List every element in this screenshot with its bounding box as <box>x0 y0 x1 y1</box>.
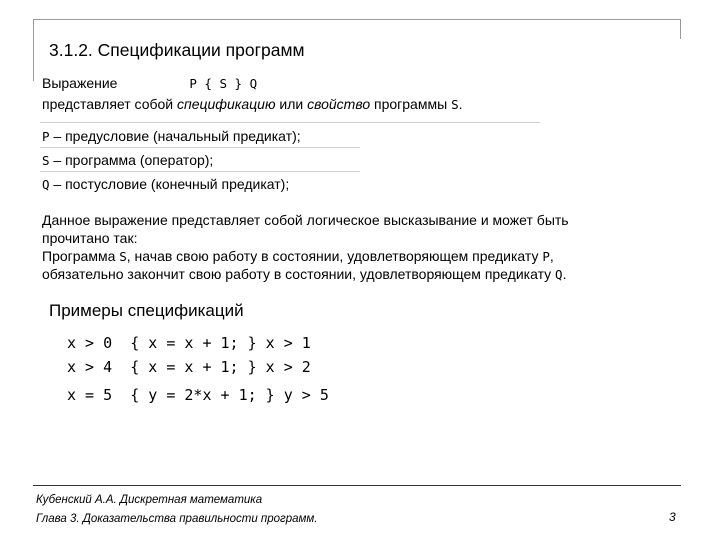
explanation-symbol-s: S <box>119 249 127 264</box>
slide-title: 3.1.2. Спецификации программ <box>49 40 305 60</box>
frame-right-border <box>680 19 681 39</box>
def-text: – постусловие (конечный предикат); <box>49 176 290 192</box>
def-symbol: Q <box>42 177 50 192</box>
explanation-line-1: Данное выражение представляет собой логическое высказывание и может быть <box>42 212 569 228</box>
intro-spec-term: спецификацию <box>177 96 276 112</box>
def-text: – программа (оператор); <box>49 152 214 168</box>
intro-text-e: программы <box>370 96 452 112</box>
explanation-line-3 <box>42 247 554 266</box>
intro-text-end: . <box>458 96 463 112</box>
divider <box>40 147 360 148</box>
intro-symbol-s: S <box>451 97 459 112</box>
frame-top-border <box>33 19 681 20</box>
footer-author: Кубенский А.А. Дискретная математика <box>36 494 263 506</box>
explanation-text: Программа <box>42 248 120 264</box>
intro-formula: P { S } Q <box>189 76 258 91</box>
divider <box>40 122 540 123</box>
explanation-text: , начав свою работу в состоянии, удовлетворяющем предикату <box>126 248 543 264</box>
explanation-line-4 <box>42 265 566 284</box>
intro-text-a: представляет собой <box>42 96 178 112</box>
footer-chapter: Глава 3. Доказательства правильности программ. <box>36 513 318 525</box>
explanation-symbol-q: Q <box>555 267 563 282</box>
example-line: x > 0 { x = x + 1; } x > 1 <box>67 334 311 352</box>
intro-line-1 <box>42 74 257 93</box>
frame-left-border <box>33 19 34 81</box>
explanation-text: . <box>562 266 567 282</box>
def-symbol: P <box>42 129 50 144</box>
intro-text-c: или <box>275 96 308 112</box>
examples-title: Примеры спецификаций <box>49 301 244 320</box>
divider <box>40 171 360 172</box>
explanation-text: обязательно закончит свою работу в состоянии, удовлетворяющем предикату <box>42 266 556 282</box>
page-number: 3 <box>669 510 676 524</box>
explanation-text: , <box>549 248 554 264</box>
example-line: x = 5 { y = 2*x + 1; } y > 5 <box>67 386 329 404</box>
def-program <box>42 151 213 170</box>
def-symbol: S <box>42 153 50 168</box>
def-postcondition <box>42 175 289 194</box>
explanation-symbol-p: P <box>542 249 550 264</box>
intro-line-2 <box>42 95 462 114</box>
def-text: – предусловие (начальный предикат); <box>49 128 301 144</box>
example-line: x > 4 { x = x + 1; } x > 2 <box>67 358 311 376</box>
footer-divider <box>33 485 681 486</box>
def-precondition <box>42 127 301 146</box>
intro-property-term: свойство <box>307 96 371 112</box>
explanation-line-2: прочитано так: <box>42 230 138 246</box>
intro-label: Выражение <box>42 75 118 91</box>
